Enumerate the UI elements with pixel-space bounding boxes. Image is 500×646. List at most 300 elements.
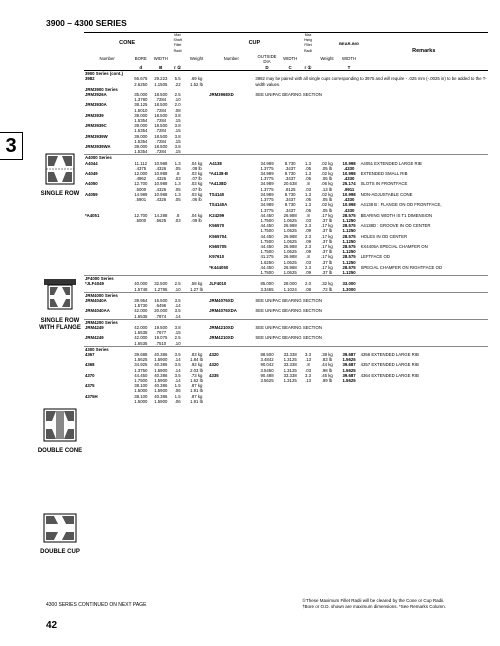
cell-bore [130, 325, 151, 335]
cell-value: 66.675 [134, 76, 148, 82]
cell-value-inch: .4330 [343, 207, 355, 213]
cell-bore [130, 113, 151, 123]
diagram-label-single-row: SINGLE ROW [40, 191, 80, 197]
cell-value-inch: .15 [174, 118, 181, 124]
cell-cup [208, 234, 254, 244]
cell-value-inch: 1.7500 [260, 217, 274, 223]
cell-value: JRM4210XD [209, 335, 234, 341]
cell-value-inch: .37 lb [321, 269, 333, 275]
cell-wt [185, 352, 208, 362]
cell-w [151, 202, 170, 212]
cell-value: A4050 [85, 181, 98, 187]
cell-value-inch: 1.1250 [342, 217, 356, 223]
cell-cone [84, 325, 130, 335]
cell-C [280, 123, 301, 133]
cell-cup [208, 223, 254, 233]
table-row [84, 202, 488, 212]
cell-value: .02 kg [321, 160, 333, 166]
cell-value-inch: 1.7500 [260, 228, 274, 234]
cell-value: 26.988 [283, 233, 297, 239]
cell-value: 28.575 [342, 223, 356, 229]
cell-value-inch: 1.1505 [154, 81, 168, 87]
cell-value: 10.988 [154, 171, 168, 177]
cell-cone [84, 362, 130, 372]
cell-T [339, 254, 360, 264]
cell-cone [84, 352, 130, 362]
cell-cone [84, 281, 130, 292]
cell-value: *K444050 [209, 264, 229, 270]
cell-wt [185, 394, 208, 404]
cell-value: .04 kg [190, 212, 203, 218]
cell-value-inch: .72 lb [321, 286, 333, 292]
sym-D: D [254, 64, 279, 71]
cell-value: KX4405A SPECIAL CHAMFER ON [360, 243, 428, 249]
cell-value-inch: .9911 [343, 186, 355, 192]
cell-r [170, 308, 185, 319]
cell-wt [185, 281, 208, 292]
cell-value: 38.125 [134, 102, 148, 108]
cell-value-inch: .7284 [155, 97, 167, 103]
cell-cone [84, 161, 130, 171]
cell-value: 34.989 [260, 160, 274, 166]
cell-value: JRM3900 Series [85, 86, 118, 92]
cell-C [280, 161, 301, 171]
cell-D [254, 144, 279, 155]
table-row [84, 394, 488, 404]
cell-w [151, 134, 170, 144]
cell-value: 26.988 [283, 223, 297, 229]
cell-D [254, 373, 279, 383]
sym-r2: r ① [301, 64, 316, 71]
cell-value-inch: 1.5354 [134, 149, 148, 155]
cell-r2 [301, 254, 316, 264]
cell-value: JRM3939WA [85, 144, 111, 150]
series-group-label: JF4000 Series [84, 276, 488, 282]
cell-D [254, 244, 279, 254]
cell-D [254, 161, 279, 171]
cell-D [254, 254, 279, 264]
cell-value-inch: .37 lb [321, 228, 333, 234]
cell-value: 19.075 [154, 335, 168, 341]
cell-w [151, 373, 170, 383]
cell-value: 10.988 [154, 181, 168, 187]
cell-value: 3.3 [305, 372, 312, 378]
cell-value: 1.3 [305, 171, 312, 177]
cell-w [151, 192, 170, 202]
cell-value-inch: 1.7500 [134, 378, 148, 383]
cell-wt [185, 123, 208, 133]
cell-value-inch: 1.1024 [283, 286, 297, 292]
cell-T [339, 352, 360, 362]
cell-w [151, 394, 170, 404]
cell-bore [130, 335, 151, 346]
cell-value: .17 kg [321, 233, 333, 239]
cell-wt2 [315, 254, 338, 264]
cell-rem [360, 161, 488, 171]
cell-cone [84, 144, 130, 155]
cell-C [280, 202, 301, 212]
cell-note: SEE UNIPAC BEARING SECTION [255, 297, 322, 303]
cell-cone [84, 394, 130, 404]
cell-cup [208, 281, 254, 292]
cell-value-inch: .4326 [155, 165, 167, 171]
cell-wt [185, 92, 208, 102]
cell-wt2 [315, 362, 338, 372]
bearing-width-header: WIDTH [342, 56, 357, 62]
cell-w [151, 265, 170, 276]
cell-r2 [301, 244, 316, 254]
cell-C [280, 234, 301, 244]
diagram-single-row-flange [36, 275, 84, 332]
cell-r2 [301, 223, 316, 233]
cell-value: .45 kg [321, 372, 333, 378]
cell-value-inch: .4326 [155, 186, 167, 192]
cell-wt [185, 223, 208, 233]
cell-value: 90.042 [260, 362, 274, 368]
cell-value-inch: 1.0625 [283, 269, 297, 275]
cell-value: 2.3 [305, 233, 312, 239]
cell-value: JRM4249 [85, 335, 104, 341]
cell-value: 40.386 [154, 383, 168, 389]
cell-C [280, 102, 301, 112]
cell-cone [84, 254, 130, 264]
cell-rem [360, 281, 488, 292]
cell-value: 19.500 [154, 324, 168, 330]
cell-value-inch: 1.7500 [260, 238, 274, 244]
sym-d: d [130, 64, 151, 71]
cell-value-inch: 1.5730 [134, 303, 148, 309]
table-row [84, 244, 488, 254]
cell-D [254, 171, 279, 181]
cell-r [170, 213, 185, 223]
cell-value: 4368 [85, 362, 95, 368]
cell-rem [360, 102, 488, 112]
cell-value: JRM4040AA [85, 308, 110, 314]
cell-value-inch: .03 [174, 217, 181, 223]
cell-value: JRM4249 [85, 324, 104, 330]
cell-cup [208, 265, 254, 276]
cell-D [254, 181, 279, 191]
cell-cup [208, 362, 254, 372]
table-row [84, 308, 488, 319]
cell-value-inch: .08 lb [191, 165, 202, 171]
cell-value: 16.500 [154, 297, 168, 303]
cell-cone [84, 298, 130, 308]
cell-value-inch: .13 [305, 357, 312, 363]
bearing-table-area [84, 32, 488, 596]
cell-value: 4320 [209, 362, 219, 368]
diagram-label-double-cup: DOUBLE CUP [40, 549, 80, 555]
cell-C [280, 362, 301, 372]
cell-value: 40.386 [154, 362, 168, 368]
cell-value: 3.5 [174, 372, 181, 378]
cup-number-header: Number [223, 56, 239, 62]
cell-cup [208, 213, 254, 223]
cell-value: .03 kg [190, 191, 203, 197]
cell-r [170, 362, 185, 372]
cell-value: 10.998 [342, 160, 356, 166]
cell-value: *JLF4049 [85, 281, 104, 287]
cell-value: 12.000 [134, 171, 148, 177]
flanged-bearing-icon [40, 275, 80, 315]
cell-rem [360, 192, 488, 202]
cell-r2 [301, 171, 316, 181]
cell-wt [185, 134, 208, 144]
table-body [84, 71, 488, 404]
cell-value: 20.638 [283, 181, 297, 187]
cell-cone [84, 123, 130, 133]
cell-value-inch: 1.2795 [154, 286, 168, 292]
cell-value: .8 [306, 181, 310, 187]
cell-value-inch: .05 [305, 207, 312, 213]
cell-r [170, 102, 185, 112]
cell-wt [185, 234, 208, 244]
cell-value: *A4138D [209, 181, 227, 187]
cell-value: 18.500 [154, 102, 168, 108]
cell-bore [130, 234, 151, 244]
cell-value-inch: 1.5625 [342, 378, 356, 383]
cell-D [254, 352, 279, 362]
cell-value-inch: 1.1250 [342, 269, 356, 275]
cell-C [280, 113, 301, 123]
cell-value: 40.000 [134, 281, 148, 287]
cell-D [254, 134, 279, 144]
cell-cup [208, 161, 254, 171]
diagram-label-double-cone: DOUBLE CONE [37, 448, 83, 454]
cell-value-inch: 1.5900 [154, 367, 168, 373]
cell-value: 28.000 [283, 281, 297, 287]
cell-value: K24299 [209, 212, 225, 218]
cell-T [339, 102, 360, 112]
cell-w [151, 161, 170, 171]
cell-value: .17 kg [321, 212, 333, 218]
cell-r2 [301, 265, 316, 276]
cell-value-inch: 1.5900 [154, 357, 168, 363]
cell-bore [130, 362, 151, 372]
cell-rem [360, 123, 488, 133]
cell-C [280, 373, 301, 383]
cell-value-inch: 1.5010 [134, 107, 148, 113]
cell-D [254, 383, 279, 393]
cell-value: 44.450 [260, 233, 274, 239]
cell-rem [360, 213, 488, 223]
table-row [84, 362, 488, 372]
cell-value: 4367 [85, 351, 95, 357]
cone-header: CONE [84, 33, 170, 54]
cell-value-inch: .05 lb [321, 207, 333, 213]
cell-bore [130, 383, 151, 393]
cell-T [339, 362, 360, 372]
cell-D [254, 202, 279, 212]
cell-value: JRM4210XD [209, 324, 234, 330]
cell-value-inch: .10 [174, 97, 181, 103]
cell-value: A4044 [85, 160, 98, 166]
cell-value-inch: .37 lb [321, 217, 333, 223]
cell-value: 44.450 [260, 264, 274, 270]
series-group-label: JRM4000 Series [84, 292, 488, 298]
cell-wt2 [315, 192, 338, 202]
cell-value: 8.730 [284, 202, 296, 208]
cell-wt [185, 181, 208, 191]
cell-value-inch: 1.6535 [134, 340, 148, 346]
table-row [84, 213, 488, 223]
cell-w [151, 123, 170, 133]
cell-wt2 [315, 102, 338, 112]
cell-note: SEE UNIPAC BEARING SECTION [255, 335, 322, 341]
cell-value: 44.450 [260, 212, 274, 218]
cell-value: 4370 [85, 372, 95, 378]
cell-value: A4049 [85, 171, 98, 177]
cell-value-inch: 1.0625 [283, 249, 297, 255]
cell-r2 [301, 113, 316, 123]
cell-r [170, 92, 185, 102]
cell-bore [130, 281, 151, 292]
cell-w [151, 325, 170, 335]
cell-w [151, 281, 170, 292]
series-group-label: JRM4200 Series [84, 319, 488, 325]
cell-r2 [301, 362, 316, 372]
cell-wt [185, 265, 208, 276]
cell-r2 [301, 102, 316, 112]
cell-value-inch: .14 [174, 367, 181, 373]
cell-value: 39.000 [134, 133, 148, 139]
cell-wt [185, 325, 208, 335]
cell-value: 25.174 [342, 181, 356, 187]
cell-w [151, 144, 170, 155]
cell-value: 1.3 [174, 191, 181, 197]
cell-r [170, 171, 185, 181]
cell-bore [130, 181, 151, 191]
cell-value-inch: 1.3125 [283, 378, 297, 383]
cell-value-inch: 1.5900 [154, 388, 168, 394]
cell-value: 39.954 [134, 297, 148, 303]
cell-T [339, 244, 360, 254]
cell-cone [84, 383, 130, 393]
cell-value-inch: .7284 [155, 149, 167, 155]
cell-value: .87 kg [190, 383, 203, 389]
cell-T [339, 213, 360, 223]
cell-cone [84, 171, 130, 181]
cell-bore [130, 192, 151, 202]
table-row [84, 265, 488, 276]
table-row [84, 335, 488, 346]
cell-value-inch: 1.91 lb [190, 398, 203, 404]
cell-value-inch: .14 [174, 357, 181, 363]
diagram-label-single-row-flange: SINGLE ROW WITH FLANGE [39, 318, 81, 331]
table-row [84, 373, 488, 383]
cell-r [170, 234, 185, 244]
cell-wt2 [315, 144, 338, 155]
cell-wt2 [315, 373, 338, 383]
cell-wt2 [315, 244, 338, 254]
cell-T [339, 144, 360, 155]
cell-value-inch: 1.5354 [134, 138, 148, 144]
cell-rem [360, 244, 488, 254]
cell-value-inch: .13 lb [321, 186, 333, 192]
cell-value-inch: .09 [305, 238, 312, 244]
cell-value-inch: .14 [174, 303, 181, 309]
cell-value: HOLES IN OD CENTER [360, 233, 408, 239]
cell-value: 40.386 [154, 393, 168, 399]
table-row [84, 181, 488, 191]
cell-w [151, 223, 170, 233]
cell-value: .8 [306, 254, 310, 260]
cell-value-inch: .05 [174, 165, 181, 171]
cell-value-inch: .4326 [155, 197, 167, 203]
cell-cone [84, 373, 130, 383]
cell-value: 33.000 [342, 281, 356, 287]
cell-value: 42.000 [134, 324, 148, 330]
series-title: 3900 – 4300 SERIES [46, 18, 127, 28]
cell-value: A4138 B : FLANGE ON OD FRONTFACE, [360, 202, 442, 208]
cell-T [339, 171, 360, 181]
cell-T [339, 123, 360, 133]
cell-value-inch: 1.1250 [342, 238, 356, 244]
cell-r2 [301, 383, 316, 393]
cell-cone [84, 192, 130, 202]
sym-C: C [280, 64, 301, 71]
cell-r2 [301, 202, 316, 212]
cell-value: .44 kg [321, 362, 333, 368]
cell-value-inch: 1.3000 [342, 286, 356, 292]
cell-cone [84, 244, 130, 254]
cell-value: 4375H [85, 393, 98, 399]
cell-value-inch: 1.0625 [283, 259, 297, 265]
cell-value: 2.0 [174, 102, 181, 108]
sym-r: r ① [170, 64, 185, 71]
cell-r2 [301, 123, 316, 133]
cell-value-inch: 3.5625 [260, 378, 274, 383]
cell-C [280, 352, 301, 362]
cell-value-inch: .08 [305, 286, 312, 292]
cell-r2 [301, 181, 316, 191]
table-row [84, 123, 488, 133]
cell-value-inch: .03 [305, 259, 312, 265]
cell-bore [130, 308, 151, 319]
series-group-label: 3900 Series (cont.) [84, 71, 488, 77]
cell-value: .8 [306, 362, 310, 368]
double-cup-bearing-icon [40, 510, 80, 546]
cell-value: JRM3939 [85, 112, 104, 118]
table-row [84, 325, 488, 335]
cell-r [170, 265, 185, 276]
cell-r [170, 202, 185, 212]
cell-value: 44.450 [134, 372, 148, 378]
cell-value-inch: .7284 [155, 118, 167, 124]
cell-value: 85.000 [260, 281, 274, 287]
cell-value-inch: 1.1250 [342, 249, 356, 255]
cell-wt2 [315, 394, 338, 404]
cell-D [254, 102, 279, 112]
cell-value: 40.386 [154, 351, 168, 357]
cell-cone [84, 335, 130, 346]
cell-value: 39.000 [134, 123, 148, 129]
cell-r [170, 123, 185, 133]
cup-weight-header: Weight [320, 56, 334, 62]
cell-C [280, 171, 301, 181]
cell-value-inch: .05 lb [321, 197, 333, 203]
cell-cup [208, 92, 254, 102]
cell-value: .92 kg [190, 362, 203, 368]
cell-value-inch: .13 [305, 378, 312, 383]
cell-value: 33.338 [283, 362, 297, 368]
cell-value-inch: 1.5625 [134, 357, 148, 363]
cell-C [280, 181, 301, 191]
cell-r [170, 352, 185, 362]
cell-value: 40.386 [154, 372, 168, 378]
cell-value: 12.700 [134, 212, 148, 218]
cell-value: A4059 [85, 191, 98, 197]
